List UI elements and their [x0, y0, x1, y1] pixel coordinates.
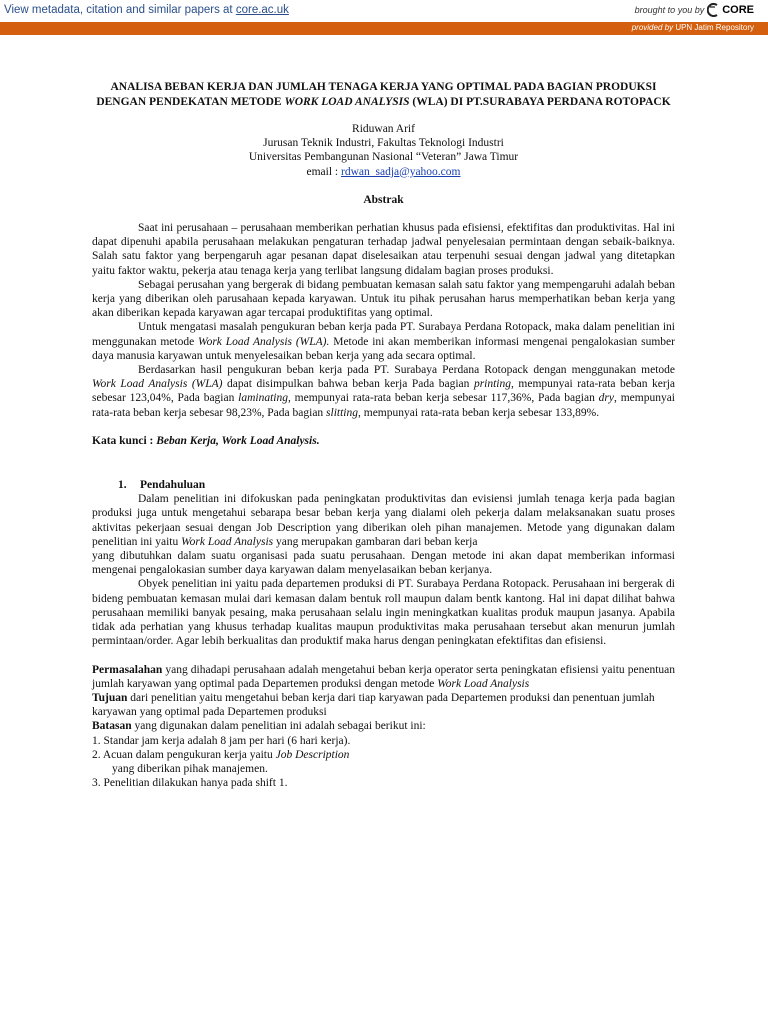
italic-span: Job Description [275, 748, 350, 761]
repository-name: UPN Jatim Repository [675, 23, 754, 32]
core-logo-text: CORE [722, 4, 754, 16]
core-metadata-label: View metadata, citation and similar papers at [4, 4, 233, 16]
abstract-paragraph-3 [92, 320, 675, 363]
intro-paragraph-1 [92, 492, 675, 549]
keywords-value: Beban Kerja, Work Load Analysis. [156, 434, 320, 447]
section-number: 1. [118, 479, 127, 492]
batasan-item-2-cont: yang diberikan pihak manajemen. [112, 762, 268, 775]
intro-paragraph-1-cont: yang dibutuhkan dalam suatu organisasi pada suatu perusahaan. Dengan metode ini akan dapat memberikan informasi mengenai pengalokasian sumber daya karyawan dalam menyelasaikan beban kerjanya. [92, 550, 675, 577]
italic-span: Work Load Analysis (WLA). [198, 335, 330, 348]
text-span: , mempunyai rata-rata beban kerja sebesar 133,89%. [358, 406, 600, 419]
paper-title [92, 80, 675, 109]
permasalahan-paragraph [92, 663, 675, 691]
batasan-label: Batasan [92, 720, 132, 733]
spacer [92, 649, 675, 663]
tujuan-paragraph [92, 691, 675, 719]
author-name: Riduwan Arif [352, 123, 415, 135]
section-heading-pendahuluan [92, 478, 675, 492]
abstract-paragraph-2: Sebagai perusahan yang bergerak di bidang pembuatan kemasan salah satu faktor yang mempengaruhi adalah beban kerja yang diberikan oleh parusahaan kepada karyawan. Untuk itu pihak perusahan harus memperhatikan beban kerja yang akan diberikan kepada karyawan agar tercapai produktifitas yang optimal. [92, 278, 675, 320]
affiliation-line-1: Jurusan Teknik Industri, Fakultas Teknologi Industri [263, 137, 504, 150]
italic-span: dry [598, 392, 615, 405]
batasan-item-1: 1. Standar jam kerja adalah 8 jam per hari (6 hari kerja). [92, 734, 351, 747]
provided-by-bar [0, 22, 768, 35]
text-span: yang dihadapi perusahaan adalah mengetahui beban kerja operator serta peningkatan efisiensi yaitu penentuan jumlah karyawan yang optimal pada Departemen produksi dengan metode [92, 663, 675, 690]
paper-page [92, 80, 675, 790]
core-logo-icon [707, 3, 719, 17]
core-header-bar [0, 0, 768, 23]
email-label: email : [306, 165, 341, 178]
section-title: Pendahuluan [140, 479, 206, 492]
email-line [92, 165, 675, 179]
tujuan-label: Tujuan [92, 691, 128, 704]
text-span: yang digunakan dalam penelitian ini adalah sebagai berikut ini: [131, 720, 426, 733]
batasan-paragraph [92, 719, 675, 733]
text-span: , mempunyai rata-rata beban kerja sebesar 123,04%, Pada bagian [92, 378, 676, 405]
title-text-2: (WLA) DI PT.SURABAYA PERDANA ROTOPACK [409, 95, 671, 108]
core-ac-uk-link[interactable]: core.ac.uk [235, 4, 289, 16]
abstract-paragraph-1: Saat ini perusahaan – perusahaan memberikan perhatian khusus pada efisiensi, efektifitas dan produktivitas. Hal ini dapat dipenuhi apabila perusahaan melakukan pengaturan terhadap jadwal penyelesaian permintaan dengan sebaik-baiknya. Salah satu faktor yang berpengaruh agar pesanan dapat diselesaikan atau terpenuhi sesuai dengan jadwal yang ditetapkan yaitu faktor waktu, pekerja atau tenaga kerja yang terlibat langsung didalam bagian proses produksi. [92, 222, 675, 277]
provided-by-label: provided by [631, 23, 674, 32]
text-span: yang merupakan gambaran dari beban kerja [273, 535, 478, 548]
abstract-heading: Abstrak [363, 193, 404, 206]
keywords-line [92, 434, 675, 448]
intro-paragraph-2: Obyek penelitian ini yaitu pada departemen produksi di PT. Surabaya Perdana Rotopack. Perusahaan ini bergerak di bideng pembuatan kemasan mulai dari kemasan dalam bentuk roll maupun dalam bentk kantong. Hal ini dapat dilihat bahwa perusahaan memiliki banyak pesaing, maka perusahaan selalu ingin meningkatkan kualitas produk maupun jasanya. Apabila tidak ada perhatian yang khusus terhadap kualitas maupun produktivitas maka perusahaan tersebut akan menurun jumlah permintaan/order. Agar lebih berkualitas dan produktif maka harus dengan peningkatan efektifitas dan efisiensi. [92, 578, 675, 648]
core-metadata-text [4, 4, 289, 16]
italic-span: Work Load Analysis [437, 677, 530, 690]
text-span: , mempunyai rata-rata beban kerja sebesar 117,36%, Pada bagian [288, 392, 599, 405]
text-span: 2. Acuan dalam pengukuran kerja yaitu [92, 748, 276, 761]
provided-by-text[interactable] [632, 23, 754, 32]
title-text-1: ANALISA BEBAN KERJA DAN JUMLAH TENAGA KERJA YANG OPTIMAL PADA BAGIAN PRODUKSI DENGAN PENDEKATAN METODE [96, 81, 657, 108]
text-span: dapat disimpulkan bahwa beban kerja Pada bagian [222, 378, 474, 391]
core-branding[interactable] [635, 3, 754, 17]
italic-span: Work Load Analysis (WLA) [92, 378, 223, 391]
italic-span: Work Load Analysis [181, 535, 274, 548]
permasalahan-label: Permasalahan [92, 663, 163, 676]
title-italic: WORK LOAD ANALYSIS [284, 95, 410, 108]
keywords-label: Kata kunci : [92, 434, 157, 447]
text-span: Metode ini akan memberikan informasi mengenai pengalokasian sumber daya manusia karyawan untuk menyelesaikan beban kerja yang ada secara optimal. [92, 335, 675, 362]
text-span: Untuk mengatasi masalah pengukuran beban kerja pada PT. Surabaya Perdana Rotopack, maka dalam penelitian ini menggunakan metode [92, 321, 675, 348]
text-span: Dalam penelitian ini difokuskan pada peningkatan produktivitas dan evisiensi jumlah tenaga kerja pada bagian produksi juga untuk mengetahui sebarapa besar beban kerja yang dialami oleh pekerja dalam melaksanakan suatu proses aktivitas pekerjaan sesuai dengan Job Description yang diberikan oleh pihan manajemen. Metode yang digunakan dalam penelitian ini yaitu [92, 493, 675, 548]
text-span: dari penelitian yaitu mengetahui beban kerja dari tiap karyawan pada Departemen produksi dan penentuan jumlah karyawan yang optimal pada Departemen produksi [92, 691, 655, 719]
italic-span: laminating [238, 392, 288, 405]
abstract-paragraph-4 [92, 363, 675, 420]
email-link[interactable]: rdwan_sadja@yahoo.com [341, 165, 461, 178]
text-span: Berdasarkan hasil pengukuran beban kerja pada PT. Surabaya Perdana Rotopack dengan menggunakan metode [138, 364, 675, 377]
brought-to-you-text: brought to you by [634, 5, 705, 15]
italic-span: slitting [326, 406, 358, 419]
batasan-item-2 [92, 748, 675, 762]
italic-span: printing [473, 378, 511, 391]
text-span: , mempunyai rata-rata beban kerja sebesar 98,23%, Pada bagian [92, 392, 675, 419]
author-block [92, 122, 675, 179]
affiliation-line-2: Universitas Pembangunan Nasional “Veteran” Jawa Timur [248, 151, 519, 164]
batasan-item-3: 3. Penelitian dilakukan hanya pada shift 1. [92, 777, 288, 790]
